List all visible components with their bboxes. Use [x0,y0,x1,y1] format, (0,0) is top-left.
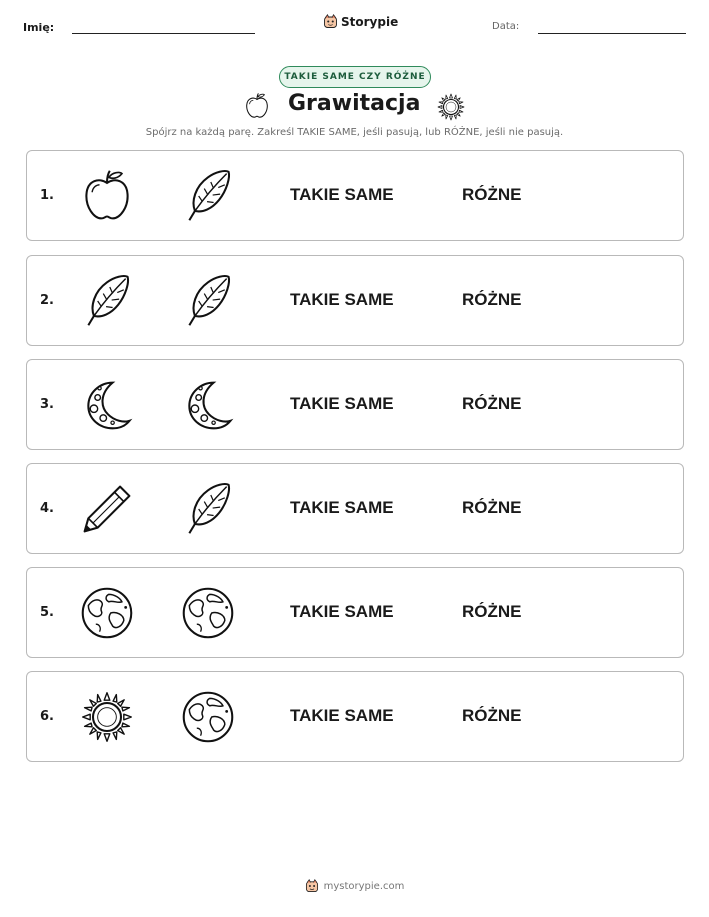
option-different[interactable]: RÓŻNE [462,706,522,725]
apple-icon [243,92,271,120]
name-label: Imię: [23,21,55,34]
moon-icon [180,377,236,433]
brand-name: Storypie [341,14,399,29]
row-number: 4. [40,501,54,516]
page-title: Grawitacja [288,91,421,116]
feather-icon [79,273,135,329]
date-label: Data: [492,21,520,32]
exercise-row [26,255,684,346]
pencil-icon [79,481,135,537]
option-same[interactable]: TAKIE SAME [290,185,394,204]
brand-logo [323,14,398,29]
moon-icon [79,377,135,433]
option-different[interactable]: RÓŻNE [462,602,522,621]
feather-icon [180,481,236,537]
name-field-line[interactable] [72,33,255,34]
instructions: Spójrz na każdą parę. Zakreśl TAKIE SAME, jeśli pasują, lub RÓŻNE, jeśli nie pasują. [145,127,564,138]
exercise-row [26,150,684,241]
row-number: 2. [40,293,54,308]
exercise-row [26,463,684,554]
option-different[interactable]: RÓŻNE [462,394,522,413]
earth-icon [180,585,236,641]
feather-icon [180,273,236,329]
row-number: 5. [40,605,54,620]
option-same[interactable]: TAKIE SAME [290,602,394,621]
worksheet-type-badge: TAKIE SAME CZY RÓŻNE [279,66,431,88]
row-number: 1. [40,188,54,203]
option-same[interactable]: TAKIE SAME [290,706,394,725]
exercise-row [26,671,684,762]
option-different[interactable]: RÓŻNE [462,498,522,517]
earth-icon [79,585,135,641]
storypie-logo-icon [323,14,338,29]
exercise-row [26,567,684,658]
option-same[interactable]: TAKIE SAME [290,498,394,517]
storypie-logo-icon [305,879,319,893]
row-number: 6. [40,709,54,724]
footer [0,879,709,893]
option-same[interactable]: TAKIE SAME [290,290,394,309]
option-same[interactable]: TAKIE SAME [290,394,394,413]
apple-icon [79,168,135,224]
sun-icon [436,92,466,122]
exercise-row [26,359,684,450]
feather-icon [180,168,236,224]
row-number: 3. [40,397,54,412]
option-different[interactable]: RÓŻNE [462,185,522,204]
option-different[interactable]: RÓŻNE [462,290,522,309]
earth-icon [180,689,236,745]
footer-url[interactable]: mystorypie.com [323,880,405,892]
header [0,14,709,42]
sun-icon [79,689,135,745]
title-row [0,90,709,124]
date-field-line[interactable] [538,33,686,34]
